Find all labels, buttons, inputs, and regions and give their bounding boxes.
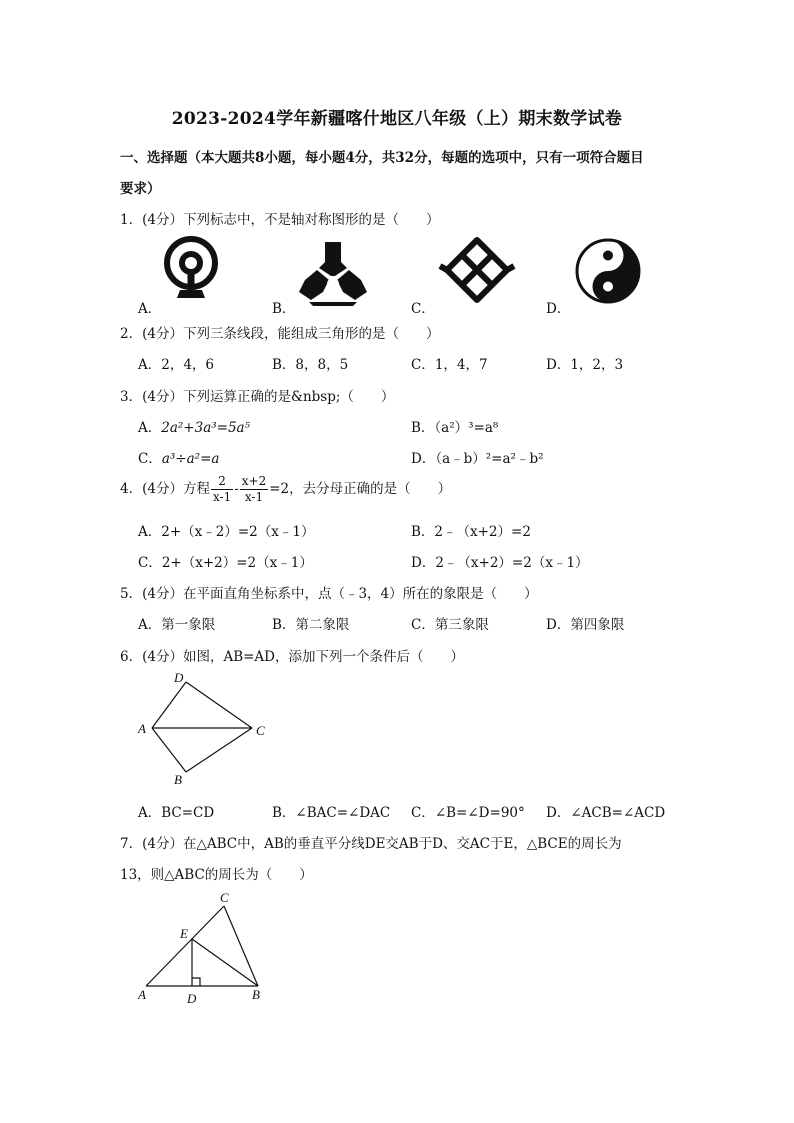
page-title: 2023-2024学年新疆喀什地区八年级（上）期末数学试卷	[171, 109, 623, 129]
q7-label-c: C	[220, 890, 229, 905]
q4-fraction-1-denominator: x-1	[212, 490, 232, 504]
q6-label-a: A	[138, 721, 146, 736]
q7-triangle-figure	[134, 888, 274, 1012]
q5-option-b: B．第二象限	[272, 617, 350, 633]
q3-option-a	[138, 416, 250, 436]
q6-stem: 6．(4分）如图，AB=AD，添加下列一个条件后（ ）	[120, 649, 464, 665]
q7-label-e: E	[180, 926, 188, 941]
q6-label-b: B	[174, 772, 182, 787]
q5-option-d: D．第四象限	[546, 617, 625, 633]
q7-stem-line2: 13，则△ABC的周长为（ ）	[120, 867, 313, 883]
q6-label-d: D	[174, 670, 184, 685]
q3-option-c	[138, 447, 219, 467]
q4-option-a: A．2+（x﹣2）=2（x﹣1）	[138, 524, 315, 540]
q4-option-d: D．2﹣（x+2）=2（x﹣1）	[411, 555, 589, 571]
q3-option-d-prefix: D．	[411, 451, 436, 467]
q4-option-c: C．2+（x+2）=2（x﹣1）	[138, 555, 313, 571]
q3-option-c-prefix: C．	[138, 451, 162, 467]
section-heading-line1: 一、选择题（本大题共8小题，每小题4分，共32分，每题的选项中，只有一项符合题目	[120, 150, 644, 166]
q7-label-d: D	[187, 991, 197, 1006]
q5-option-c: C．第三象限	[411, 617, 489, 633]
q4-fraction-2-numerator: x+2	[241, 474, 267, 488]
q1-stem: 1．(4分）下列标志中，不是轴对称图形的是（ ）	[120, 212, 440, 228]
q2-option-c: C．1，4，7	[411, 357, 488, 373]
q7-label-b: B	[252, 987, 260, 1002]
q2-option-b: B．8，8，5	[272, 357, 349, 373]
q3-option-d-expr: （a﹣b）²=a²﹣b²	[435, 451, 544, 467]
q1-option-b-label: B．	[272, 301, 296, 317]
q3-option-b-prefix: B．	[411, 420, 435, 436]
q1-option-a-label: A．	[138, 301, 162, 317]
q5-option-a: A．第一象限	[138, 617, 216, 633]
q4-stem-prefix: 4．(4分）方程	[120, 481, 210, 497]
recycling-triangle-icon	[295, 240, 371, 308]
q4-option-b: B．2﹣（x+2）=2	[411, 524, 531, 540]
q7-label-a: A	[138, 987, 146, 1002]
q6-option-c: C．∠B=∠D=90°	[411, 805, 525, 821]
q3-option-b	[411, 416, 498, 436]
q6-option-b: B．∠BAC=∠DAC	[272, 805, 391, 821]
q4-stem-suffix: =2，去分母正确的是（ ）	[269, 481, 452, 497]
q6-quadrilateral-figure	[130, 668, 280, 788]
q6-label-c: C	[256, 723, 265, 738]
chinese-knot-icon	[436, 236, 518, 306]
q2-option-a: A．2，4，6	[138, 357, 215, 373]
yin-yang-icon	[574, 237, 642, 305]
q6-option-d: D．∠ACB=∠ACD	[546, 805, 666, 821]
q3-option-d	[411, 447, 544, 467]
q1-option-d-label: D．	[546, 301, 571, 317]
q3-option-a-expr: 2a²+3a³=5a⁵	[161, 420, 251, 436]
q3-option-c-expr: a³÷a²=a	[161, 451, 220, 467]
q2-stem: 2．(4分）下列三条线段，能组成三角形的是（ ）	[120, 326, 440, 342]
q4-fraction-1-numerator: 2	[211, 474, 233, 490]
q4-stem	[120, 474, 451, 505]
q4-fraction-2-denominator: x-1	[244, 490, 264, 504]
q4-minus-sign: -	[234, 481, 239, 497]
q5-stem: 5．(4分）在平面直角坐标系中，点（﹣3，4）所在的象限是（ ）	[120, 586, 538, 602]
q7-stem-line1: 7．(4分）在△ABC中，AB的垂直平分线DE交AB于D、交AC于E，△BCE的周长为	[120, 836, 622, 852]
q4-fraction-1	[211, 474, 233, 505]
q1-option-c-label: C．	[411, 301, 435, 317]
section-heading-line2: 要求）	[120, 181, 161, 197]
q4-fraction-2	[240, 474, 268, 505]
q3-option-a-prefix: A．	[138, 420, 162, 436]
railway-logo-icon	[160, 234, 222, 306]
q3-stem: 3．(4分）下列运算正确的是&nbsp;（ ）	[120, 389, 395, 405]
q2-option-d: D．1，2，3	[546, 357, 624, 373]
q6-option-a: A．BC=CD	[138, 805, 215, 821]
q3-option-b-expr: （a²）³=a⁸	[434, 420, 499, 436]
